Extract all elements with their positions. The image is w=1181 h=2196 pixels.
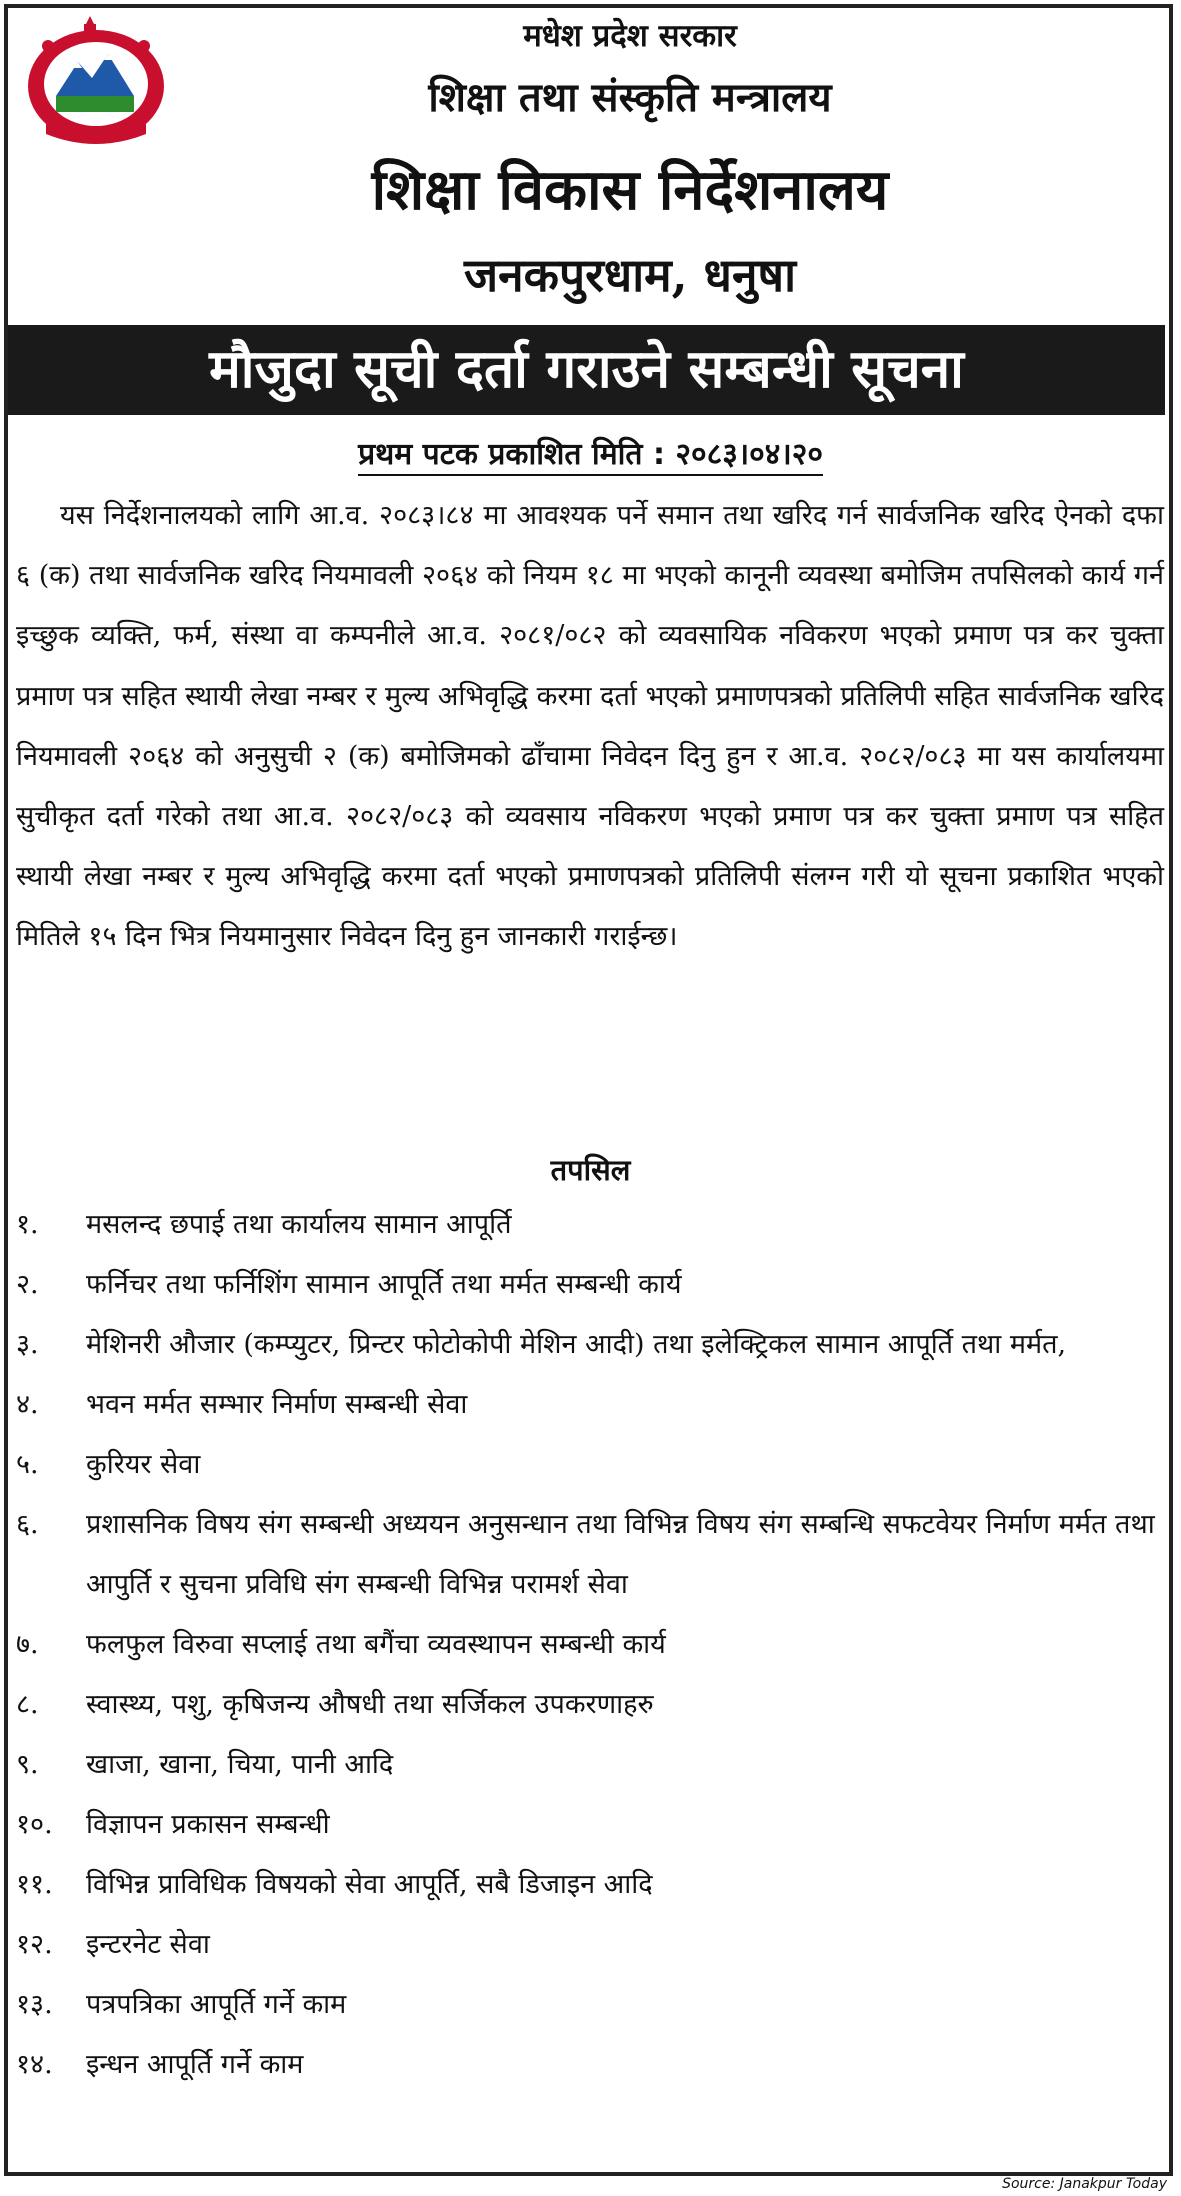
- list-item-number: ३.: [16, 1329, 39, 1360]
- list-item-number: १.: [16, 1209, 39, 1240]
- list-heading: तपसिल: [550, 1153, 631, 1187]
- list-item-text: मसलन्द छपाई तथा कार्यालय सामान आपूर्ति: [86, 1209, 512, 1240]
- location: जनकपुरधाम, धनुषा: [464, 248, 796, 302]
- province-government: मधेश प्रदेश सरकार: [523, 18, 737, 54]
- published-date: [0, 432, 1181, 473]
- list-item-number: २.: [16, 1269, 39, 1300]
- list-item: [16, 1435, 1164, 1495]
- list-item: [16, 1375, 1164, 1435]
- list-item-text: कुरियर सेवा: [86, 1449, 201, 1480]
- list-item: [16, 1675, 1164, 1735]
- list-item: [16, 1255, 1164, 1315]
- list-item-text: स्वास्थ्य, पशु, कृषिजन्य औषधी तथा सर्जिकल उपकरणाहरु: [86, 1689, 654, 1720]
- notice-title-banner: मौजुदा सूची दर्ता गराउने सम्बन्धी सूचना: [8, 325, 1165, 415]
- notice-body: यस निर्देशनालयको लागि आ.व. २०८३।८४ मा आवश्यक पर्ने समान तथा खरिद गर्न सार्वजनिक खरिद ऐनको दफा ६ (क) तथा सार्वजनिक खरिद नियमावली २०६४ को नियम १८ मा भएको कानूनी व्यवस्था बमोजिम तपसिलको कार्य गर्न इच्छुक व्यक्ति, फर्म, संस्था वा कम्पनीले आ.व. २०८१/०८२ को व्यवसायिक नविकरण भएको प्रमाण पत्र कर चुक्ता प्रमाण पत्र सहित स्थायी लेखा नम्बर र मुल्य अभिवृद्धि करमा दर्ता भएको प्रमाणपत्रको प्रतिलिपी सहित सार्वजनिक खरिद नियमावली २०६४ को अनुसुची २ (क) बमोजिमको ढाँचामा निवेदन दिनु हुन र आ.व. २०८२/०८३ मा यस कार्यालयमा सुचीकृत दर्ता गरेको तथा आ.व. २०८२/०८३ को व्यवसाय नविकरण भएको प्रमाण पत्र कर चुक्ता प्रमाण पत्र सहित स्थायी लेखा नम्बर र मुल्य अभिवृद्धि करमा दर्ता भएको प्रमाणपत्रको प्रतिलिपी संलग्न गरी यो सूचना प्रकाशित भएको मितिले १५ दिन भित्र नियमानुसार निवेदन दिनु हुन जानकारी गराईन्छ।: [16, 500, 1164, 953]
- list-item: [16, 1195, 1164, 1255]
- list-item-number: ५.: [16, 1449, 39, 1480]
- list-item-number: १२.: [16, 1929, 53, 1960]
- list-item-number: १०.: [16, 1809, 53, 1840]
- list-item-text: प्रशासनिक विषय संग सम्बन्धी अध्ययन अनुसन्धान तथा विभिन्न विषय संग सम्बन्धि सफटवेयर निर्माण मर्मत तथा आपुर्ति र सुचना प्रविधि संग सम्बन्धी विभिन्न परामर्श सेवा: [86, 1509, 1155, 1600]
- list-item-number: ७.: [16, 1629, 39, 1660]
- list-item: [16, 2035, 1164, 2095]
- list-item-text: पत्रपत्रिका आपूर्ति गर्ने काम: [86, 1989, 347, 2020]
- list-item-number: ४.: [16, 1389, 39, 1420]
- list-item: [16, 1915, 1164, 1975]
- ministry-name: शिक्षा तथा संस्कृति मन्त्रालय: [428, 74, 832, 121]
- list-item-text: खाजा, खाना, चिया, पानी आदि: [86, 1749, 394, 1780]
- list-item: [16, 1615, 1164, 1675]
- list-item-text: विज्ञापन प्रकासन सम्बन्धी: [86, 1809, 330, 1840]
- published-date-text: प्रथम पटक प्रकाशित मिति : २०८३।०४।२०: [358, 437, 823, 476]
- list-item: [16, 1735, 1164, 1795]
- directorate-name: शिक्षा विकास निर्देशनालय: [371, 157, 889, 223]
- list-item-number: १४.: [16, 2049, 53, 2080]
- requirement-list: [16, 1195, 1164, 2095]
- list-item-number: ६.: [16, 1509, 39, 1540]
- source-credit: Source: Janakpur Today: [1002, 2176, 1167, 2192]
- list-item: [16, 1495, 1164, 1615]
- list-item-text: मेशिनरी औजार (कम्प्युटर, प्रिन्टर फोटोकोपी मेशिन आदी) तथा इलेक्ट्रिकल सामान आपूर्ति तथा मर्मत,: [86, 1329, 1067, 1360]
- list-item-number: ११.: [16, 1869, 53, 1900]
- list-item-text: इन्टरनेट सेवा: [86, 1929, 210, 1960]
- list-item-text: इन्धन आपूर्ति गर्ने काम: [86, 2049, 304, 2080]
- list-item-number: ८.: [16, 1689, 39, 1720]
- list-item: [16, 1315, 1164, 1375]
- list-item-text: विभिन्न प्राविधिक विषयको सेवा आपूर्ति, सबै डिजाइन आदि: [86, 1869, 653, 1900]
- list-item-number: ९.: [16, 1749, 39, 1780]
- list-item-number: १३.: [16, 1989, 53, 2020]
- list-item-text: भवन मर्मत सम्भार निर्माण सम्बन्धी सेवा: [86, 1389, 468, 1420]
- list-item: [16, 1975, 1164, 2035]
- list-item: [16, 1795, 1164, 1855]
- list-item: [16, 1855, 1164, 1915]
- list-item-text: फर्निचर तथा फर्निशिंग सामान आपूर्ति तथा मर्मत सम्बन्धी कार्य: [86, 1269, 682, 1300]
- nepal-emblem-icon: [16, 14, 176, 149]
- list-item-text: फलफुल विरुवा सप्लाई तथा बगैंचा व्यवस्थापन सम्बन्धी कार्य: [86, 1629, 666, 1660]
